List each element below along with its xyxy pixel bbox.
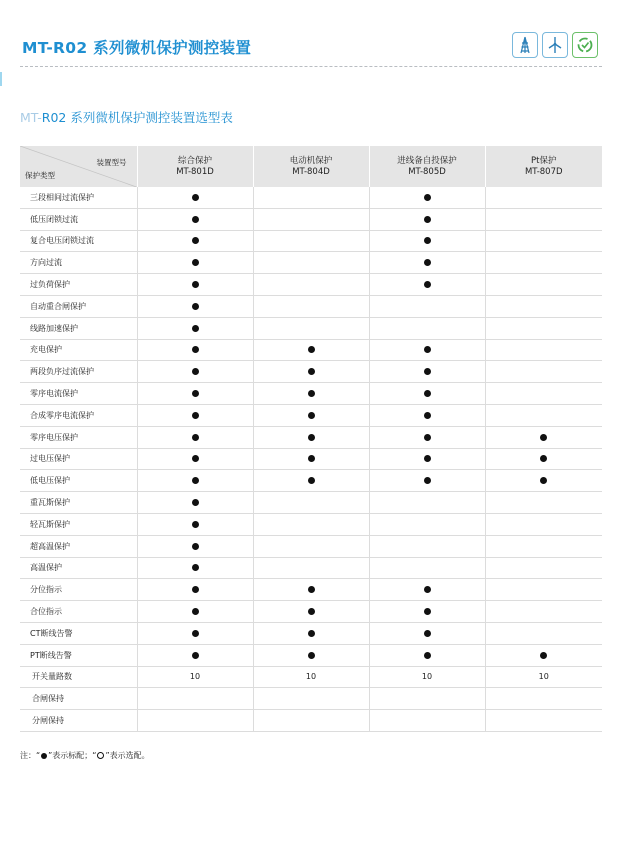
standard-dot-icon [192,368,199,375]
table-cell [253,295,369,317]
standard-dot-icon [192,237,199,244]
row-label: 零序电流保护 [20,383,137,405]
standard-dot-icon [308,455,315,462]
standard-dot-icon [192,455,199,462]
standard-dot-icon [424,368,431,375]
table-cell [253,230,369,252]
table-cell [485,208,602,230]
section-title-text: R02 系列微机保护测控装置选型表 [41,110,233,125]
standard-dot-icon [192,477,199,484]
row-label: 超高温保护 [20,535,137,557]
footnote [20,750,150,761]
standard-dot-icon [308,477,315,484]
header-divider [20,66,602,67]
table-cell [137,688,253,710]
table-cell [253,448,369,470]
row-label: 线路加速保护 [20,317,137,339]
table-cell [137,187,253,208]
table-cell [253,470,369,492]
table-cell [369,644,485,666]
standard-dot-icon [424,346,431,353]
standard-dot-icon [192,216,199,223]
row-label: 低压闭锁过流 [20,208,137,230]
table-row [20,274,602,296]
row-label: 合成零序电流保护 [20,404,137,426]
standard-dot-icon [424,281,431,288]
standard-dot-icon [540,477,547,484]
table-cell [137,383,253,405]
table-cell [253,710,369,732]
table-cell [369,274,485,296]
standard-dot-icon [424,194,431,201]
table-cell [369,622,485,644]
standard-dot-icon [192,390,199,397]
table-cell [137,579,253,601]
table-cell [137,317,253,339]
standard-dot-icon [192,652,199,659]
table-cell [485,513,602,535]
table-row [20,535,602,557]
row-label: 高温保护 [20,557,137,579]
corner-label-model: 装置型号 [96,158,127,167]
row-label: 低电压保护 [20,470,137,492]
table-cell [137,601,253,623]
standard-dot-icon [308,412,315,419]
table-cell [369,470,485,492]
row-label: 分位指示 [20,579,137,601]
table-cell [369,208,485,230]
standard-dot-icon [424,586,431,593]
table-cell [253,557,369,579]
standard-dot-icon [192,346,199,353]
standard-dot-icon [540,652,547,659]
standard-dot-icon [424,477,431,484]
table-body [20,187,602,731]
standard-dot-icon [424,608,431,615]
header-icons [512,32,598,58]
section-title-prefix: MT- [20,110,42,125]
table-cell [253,187,369,208]
page-title: MT-R02 系列微机保护测控装置 [22,39,252,57]
standard-dot-icon [192,325,199,332]
table-cell [137,535,253,557]
table-row [20,361,602,383]
table-row [20,644,602,666]
table-row [20,557,602,579]
standard-dot-icon [308,346,315,353]
table-row [20,710,602,732]
table-cell [369,295,485,317]
table-cell [485,252,602,274]
table-row [20,252,602,274]
standard-dot-icon [308,652,315,659]
standard-dot-icon [424,259,431,266]
standard-dot-icon [192,259,199,266]
table-row [20,339,602,361]
column-header [369,146,485,187]
table-cell [369,317,485,339]
standard-dot-icon [424,652,431,659]
table-cell [485,448,602,470]
standard-dot-icon [308,608,315,615]
table-cell [369,535,485,557]
table-row [20,448,602,470]
row-label: 合闸保持 [20,688,137,710]
wind-turbine-icon [542,32,568,58]
table-cell [253,339,369,361]
row-label: 分闸保持 [20,710,137,732]
table-row [20,601,602,623]
standard-dot-icon [424,237,431,244]
table-cell [253,317,369,339]
standard-dot-icon [192,434,199,441]
table-cell [369,383,485,405]
column-name: 综合保护 [177,155,212,166]
footnote-prefix: 注：“ [20,751,41,760]
table-cell [137,622,253,644]
standard-dot-icon [424,412,431,419]
table-cell [253,601,369,623]
standard-dot-icon [308,368,315,375]
table-cell [485,579,602,601]
table-row [20,383,602,405]
table-cell [137,492,253,514]
table-cell [485,317,602,339]
table-row [20,404,602,426]
standard-dot-icon [424,630,431,637]
table-cell [253,579,369,601]
table-header-row [20,146,602,187]
footnote-standard: ”表示标配；“ [48,751,97,760]
column-model: MT-807D [524,166,563,177]
tower-icon [512,32,538,58]
table-cell [253,208,369,230]
table-cell [253,622,369,644]
column-model: MT-805D [408,166,446,177]
table-cell [485,426,602,448]
table-cell [137,274,253,296]
table-cell: 10 [137,666,253,688]
table-row [20,426,602,448]
table-cell [485,557,602,579]
table-cell [137,361,253,383]
standard-dot-icon [192,412,199,419]
table-cell [485,383,602,405]
table-cell [137,426,253,448]
table-cell: 10 [253,666,369,688]
column-name: 电动机保护 [289,155,333,166]
table-cell [137,644,253,666]
table-row [20,208,602,230]
table-cell [369,230,485,252]
standard-dot-icon [192,281,199,288]
standard-dot-icon [192,608,199,615]
table-row [20,579,602,601]
row-label: PT断线告警 [20,644,137,666]
table-cell [369,187,485,208]
table-cell [369,601,485,623]
table-cell [485,470,602,492]
table-cell [137,208,253,230]
selection-table [20,146,602,732]
column-header [137,146,253,187]
standard-dot-icon [308,390,315,397]
table-row [20,492,602,514]
row-label: 开关量路数 [20,666,137,688]
table-cell [253,426,369,448]
section-title [20,108,233,126]
table-row [20,666,602,688]
table-cell [485,404,602,426]
table-cell [485,492,602,514]
table-cell [369,557,485,579]
table-cell [137,710,253,732]
hollow-dot-icon [97,752,104,759]
standard-dot-icon [192,630,199,637]
row-label: 三段相间过流保护 [20,187,137,208]
table-row [20,688,602,710]
table-cell [369,688,485,710]
column-header [485,146,602,187]
table-cell [369,448,485,470]
standard-dot-icon [308,434,315,441]
table-cell [253,688,369,710]
table-cell [369,579,485,601]
table-cell [369,361,485,383]
standard-dot-icon [308,586,315,593]
row-label: 充电保护 [20,339,137,361]
table-cell: 10 [369,666,485,688]
table-row [20,317,602,339]
row-label: 方向过流 [20,252,137,274]
table-cell [137,230,253,252]
table-cell [485,230,602,252]
table-row [20,295,602,317]
column-model: MT-804D [292,166,330,177]
header-corner-cell [20,146,137,187]
table-cell [137,448,253,470]
table-cell [369,426,485,448]
table-row [20,622,602,644]
standard-dot-icon [540,434,547,441]
row-label: CT断线告警 [20,622,137,644]
table-row [20,513,602,535]
table-cell [485,601,602,623]
table-cell [369,710,485,732]
standard-dot-icon [540,455,547,462]
standard-dot-icon [424,216,431,223]
table-cell [369,513,485,535]
table-cell [485,644,602,666]
solid-dot-icon [41,753,47,759]
standard-dot-icon [424,455,431,462]
footnote-optional: ”表示选配。 [105,751,150,760]
table-cell [369,404,485,426]
table-cell [485,295,602,317]
table-cell [253,361,369,383]
row-label: 合位指示 [20,601,137,623]
standard-dot-icon [192,521,199,528]
table-cell [485,361,602,383]
table-cell [485,187,602,208]
column-header [253,146,369,187]
table-cell [137,513,253,535]
standard-dot-icon [192,194,199,201]
column-model: MT-801D [176,166,214,177]
column-name: Pt保护 [531,155,557,166]
table-row [20,230,602,252]
table-cell [253,252,369,274]
row-label: 轻瓦斯保护 [20,513,137,535]
table-cell [137,404,253,426]
table-cell [369,492,485,514]
row-label: 两段负序过流保护 [20,361,137,383]
standard-dot-icon [308,630,315,637]
column-name: 进线备自投保护 [397,155,457,166]
table-cell [253,383,369,405]
standard-dot-icon [424,434,431,441]
table-cell [253,274,369,296]
row-label: 零序电压保护 [20,426,137,448]
standard-dot-icon [192,303,199,310]
table-row [20,470,602,492]
table-cell [253,535,369,557]
table-cell [137,252,253,274]
row-label: 过负荷保护 [20,274,137,296]
table-cell [369,339,485,361]
recycle-icon [572,32,598,58]
table-row [20,187,602,208]
row-label: 自动重合闸保护 [20,295,137,317]
table-cell [369,252,485,274]
row-label: 过电压保护 [20,448,137,470]
table-cell [137,295,253,317]
side-mark [0,72,2,86]
table-cell [253,644,369,666]
table-cell [485,688,602,710]
table-cell [253,404,369,426]
row-label: 复合电压闭锁过流 [20,230,137,252]
table-cell: 10 [485,666,602,688]
table-cell [253,492,369,514]
table-cell [137,557,253,579]
table-cell [485,274,602,296]
table-cell [485,339,602,361]
standard-dot-icon [192,564,199,571]
table-cell [253,513,369,535]
table-cell [137,470,253,492]
standard-dot-icon [192,586,199,593]
table-cell [137,339,253,361]
standard-dot-icon [192,499,199,506]
corner-label-protection-type: 保护类型 [25,171,55,180]
table-cell [485,622,602,644]
standard-dot-icon [424,390,431,397]
standard-dot-icon [192,543,199,550]
table-cell [485,710,602,732]
row-label: 重瓦斯保护 [20,492,137,514]
table-cell [485,535,602,557]
